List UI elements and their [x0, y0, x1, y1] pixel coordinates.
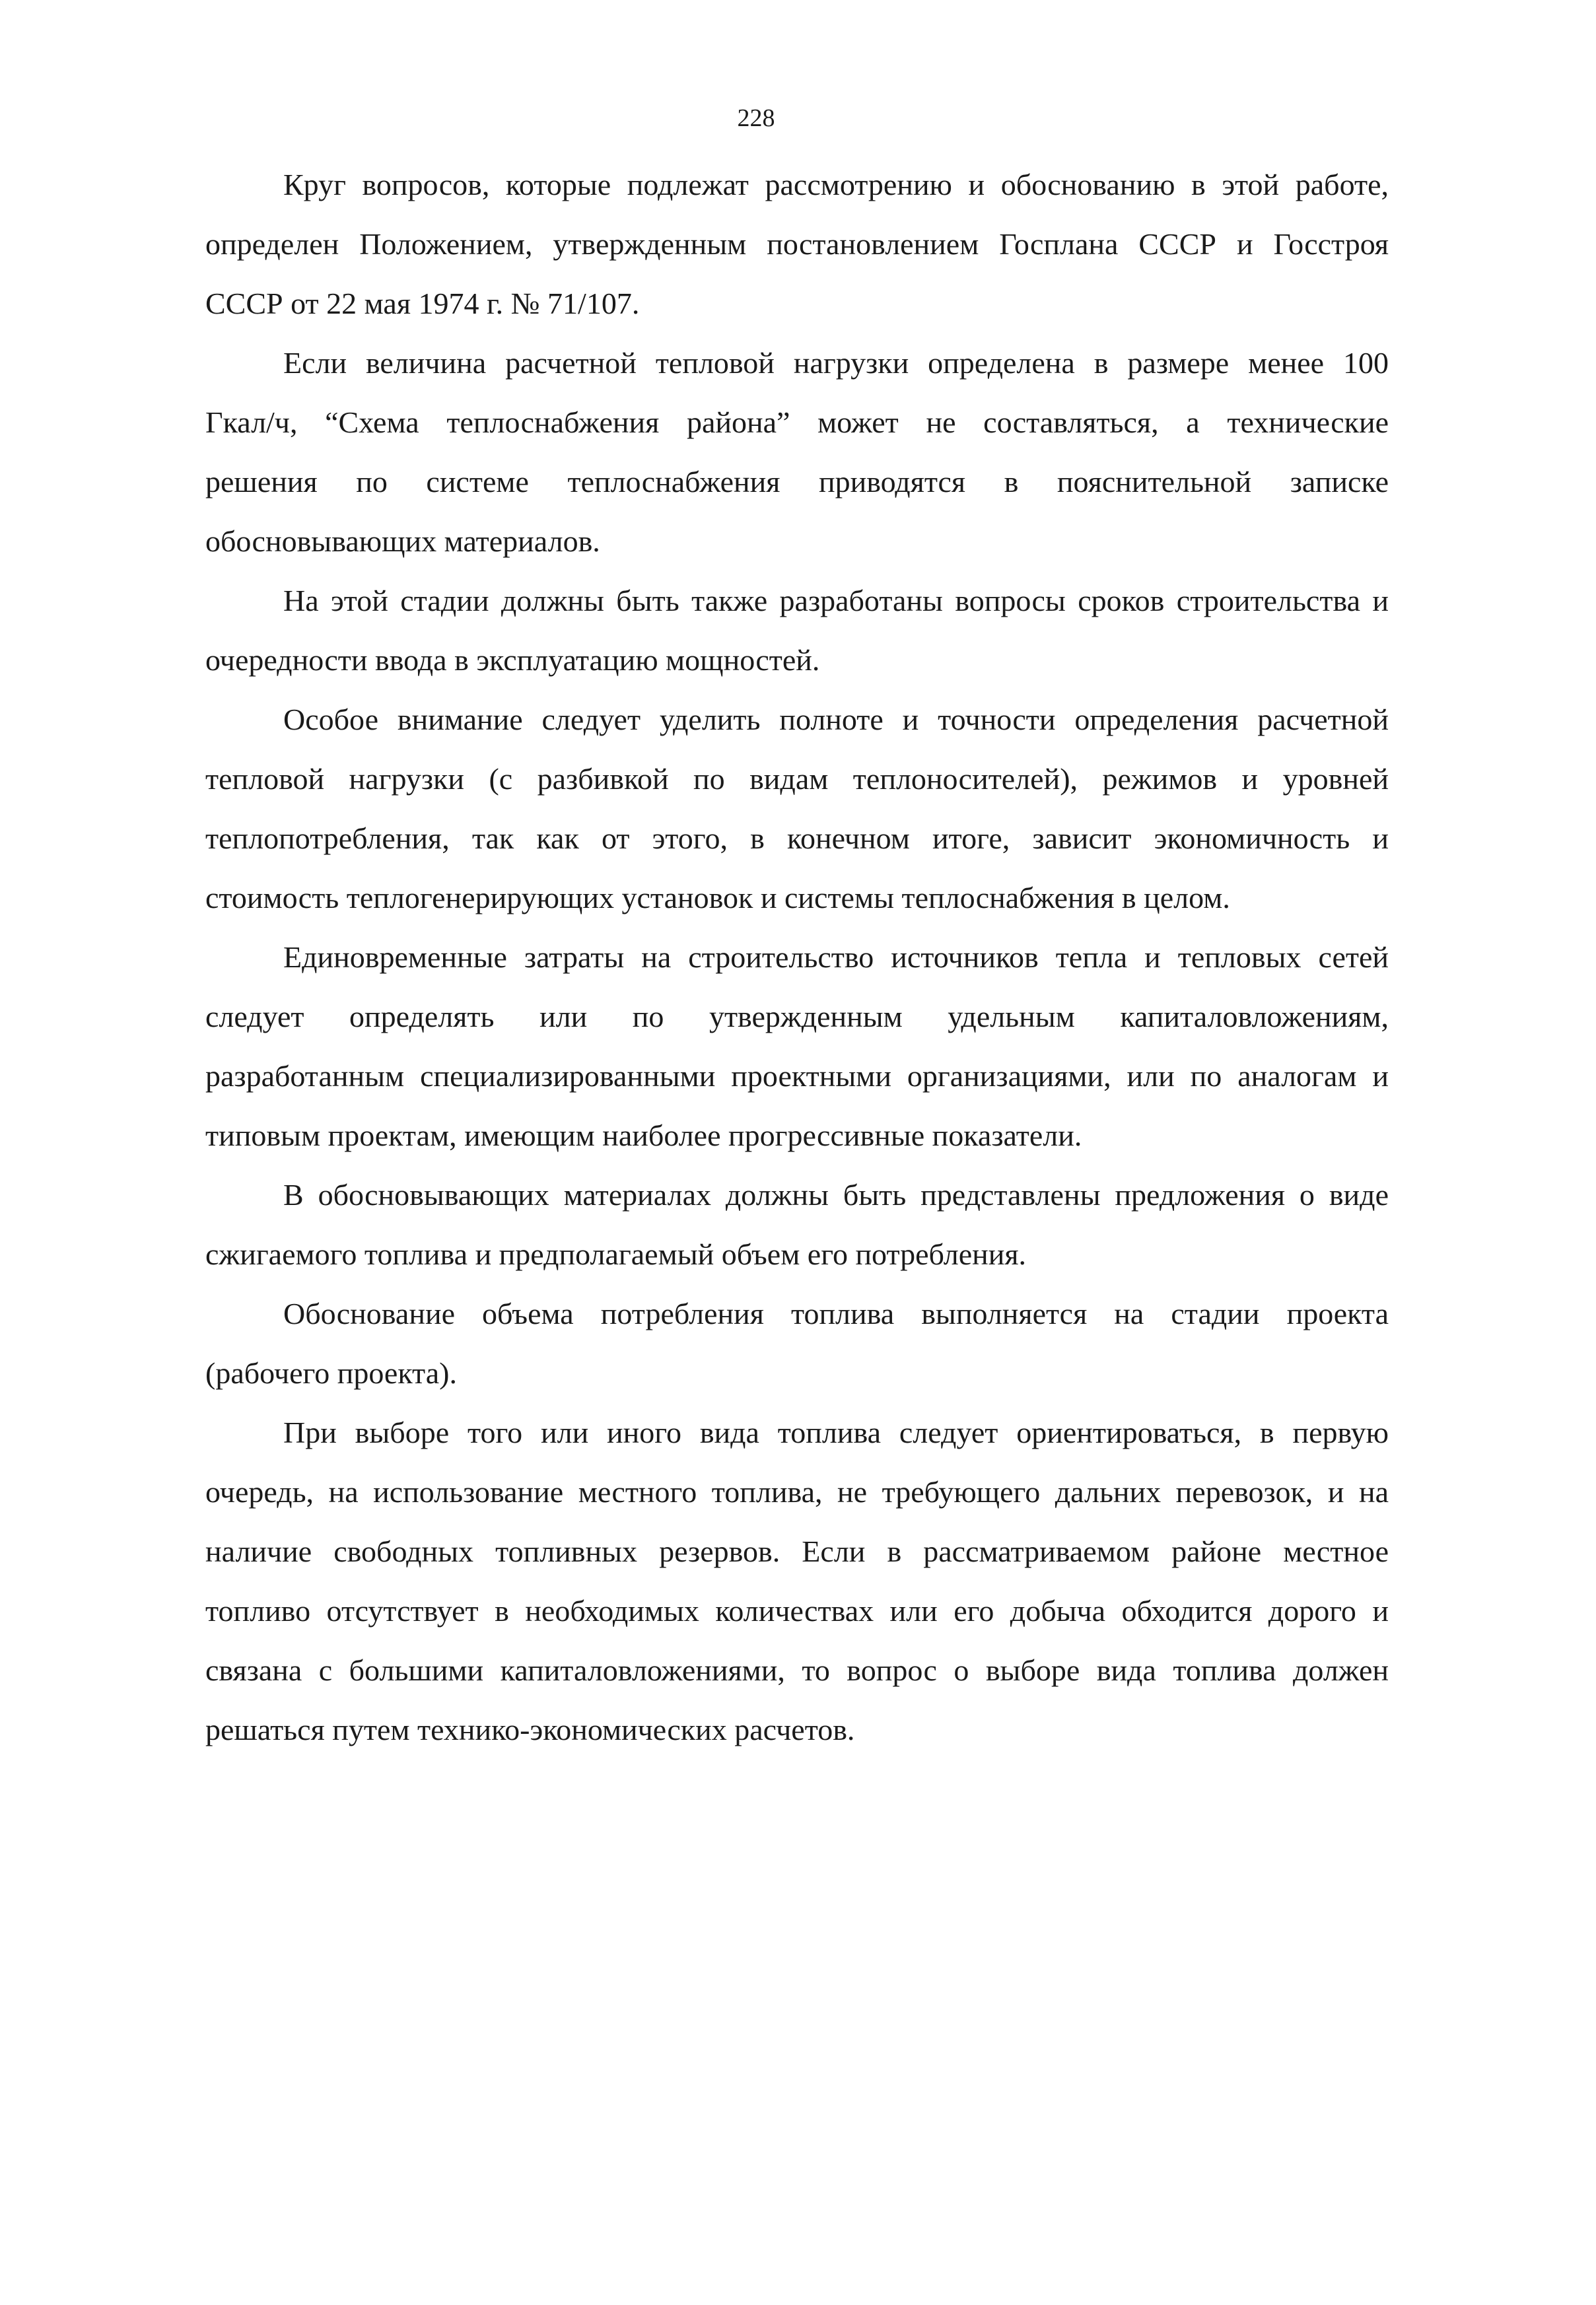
paragraph [127, 333, 1389, 571]
text-line: Особое внимание следует уделить полноте и точности определения расчетной [283, 703, 1389, 736]
text-line: сжигаемого топлива и предполагаемый объем его потребления. [205, 1237, 1027, 1271]
paragraph [127, 1284, 1389, 1403]
paragraph [127, 571, 1389, 690]
document-body [127, 155, 1389, 1760]
paragraph [127, 690, 1389, 928]
text-line: (рабочего проекта). [205, 1356, 457, 1390]
text-line: решения по системе теплоснабжения приводятся в пояснительной записке [205, 465, 1389, 499]
text-line: топливо отсутствует в необходимых количествах или его добыча обходится дорого и [205, 1594, 1389, 1628]
text-line: решаться путем технико-экономических расчетов. [205, 1713, 855, 1746]
text-line: Если величина расчетной тепловой нагрузки определена в размере менее 100 [283, 346, 1389, 380]
text-line: В обосновывающих материалах должны быть представлены предложения о виде [283, 1178, 1389, 1212]
text-line: очередности ввода в эксплуатацию мощностей. [205, 643, 820, 677]
text-line: типовым проектам, имеющим наиболее прогрессивные показатели. [205, 1118, 1082, 1152]
text-line: разработанным специализированными проектными организациями, или по аналогам и [205, 1059, 1389, 1093]
text-line: На этой стадии должны быть также разработаны вопросы сроков строительства и [283, 584, 1389, 617]
text-line: тепловой нагрузки (с разбивкой по видам теплоносителей), режимов и уровней [205, 762, 1389, 796]
text-line: определен Положением, утвержденным постановлением Госплана СССР и Госстроя [205, 227, 1389, 261]
text-line: обосновывающих материалов. [205, 524, 600, 558]
text-line: теплопотребления, так как от этого, в конечном итоге, зависит экономичность и [205, 821, 1389, 855]
text-line: СССР от 22 мая 1974 г. № 71/107. [205, 287, 640, 320]
text-line: Гкал/ч, “Схема теплоснабжения района” может не составляться, а технические [205, 405, 1389, 439]
text-line: При выборе того или иного вида топлива следует ориентироваться, в первую [283, 1416, 1389, 1449]
text-line: Единовременные затраты на строительство источников тепла и тепловых сетей [283, 940, 1389, 974]
text-line: очередь, на использование местного топлива, не требующего дальних перевозок, и на [205, 1475, 1389, 1509]
page-number: 228 [737, 104, 775, 132]
paragraph [127, 155, 1389, 333]
paragraph [127, 1165, 1389, 1284]
text-line: наличие свободных топливных резервов. Если в рассматриваемом районе местное [205, 1534, 1389, 1568]
text-line: стоимость теплогенерирующих установок и системы теплоснабжения в целом. [205, 881, 1230, 914]
text-line: Круг вопросов, которые подлежат рассмотрению и обоснованию в этой работе, [283, 168, 1389, 201]
text-line: следует определять или по утвержденным удельным капиталовложениям, [205, 1000, 1389, 1033]
paragraph [127, 928, 1389, 1165]
text-line: связана с большими капиталовложениями, то вопрос о выборе вида топлива должен [205, 1653, 1389, 1687]
text-line: Обоснование объема потребления топлива выполняется на стадии проекта [283, 1297, 1389, 1330]
paragraph [127, 1403, 1389, 1760]
